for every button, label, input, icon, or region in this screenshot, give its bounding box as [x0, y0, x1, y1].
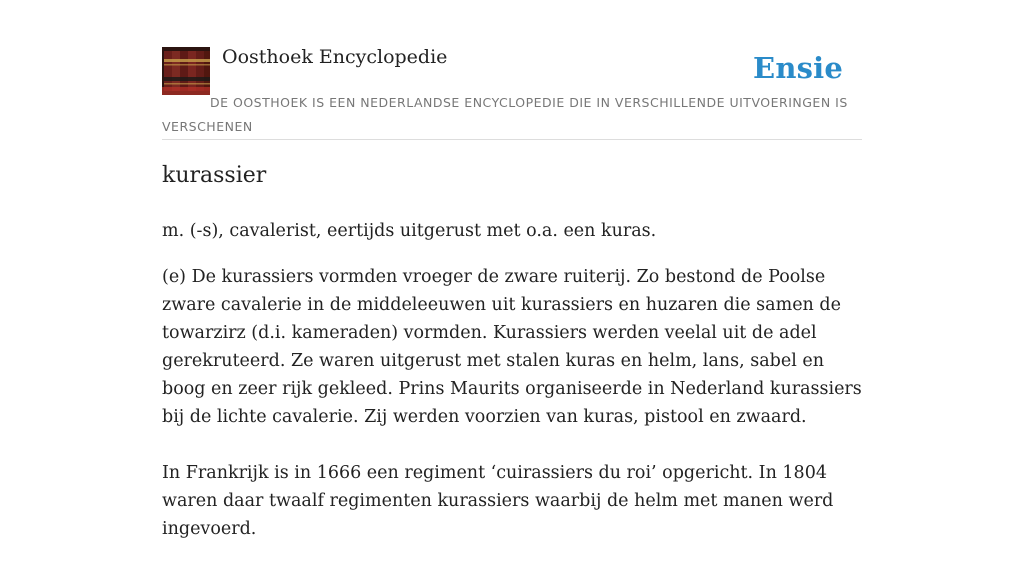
definition-text: m. (-s), cavalerist, eertijds uitgerust met o.a. een kuras. [162, 221, 657, 241]
site-tagline: DE OOSTHOEK IS EEN NEDERLANDSE ENCYCLOPEDIE DIE IN VERSCHILLENDE UITVOERINGEN IS VERSCHENEN [162, 95, 848, 134]
page [162, 0, 862, 539]
site-header [162, 0, 862, 140]
article-body [162, 263, 862, 571]
brand-logo-link[interactable]: Ensie [753, 51, 843, 85]
page-title: kurassier [162, 163, 267, 188]
site-name[interactable]: Oosthoek Encyclopedie [222, 46, 448, 68]
article-paragraph: (e) De kurassiers vormden vroeger de zware ruiterij. Zo bestond de Poolse zware cavalerie in de middeleeuwen uit kurassiers en huzaren die samen de towarzirz (d.i. kameraden) vormden. Kurassiers werden veelal uit de adel gerekruteerd. Ze waren uitgerust met stalen kuras en helm, lans, sabel en boog en zeer rijk gekleed. Prins Maurits organiseerde in Nederland kurassiers bij de lichte cavalerie. Zij werden voorzien van kuras, pistool en zwaard. [162, 267, 862, 427]
article-paragraph: In Frankrijk is in 1666 een regiment ‘cuirassiers du roi’ opgericht. In 1804 waren daar twaalf regimenten kurassiers waarbij de helm met manen werd ingevoerd. [162, 463, 834, 539]
book-spines-icon[interactable] [162, 47, 210, 95]
